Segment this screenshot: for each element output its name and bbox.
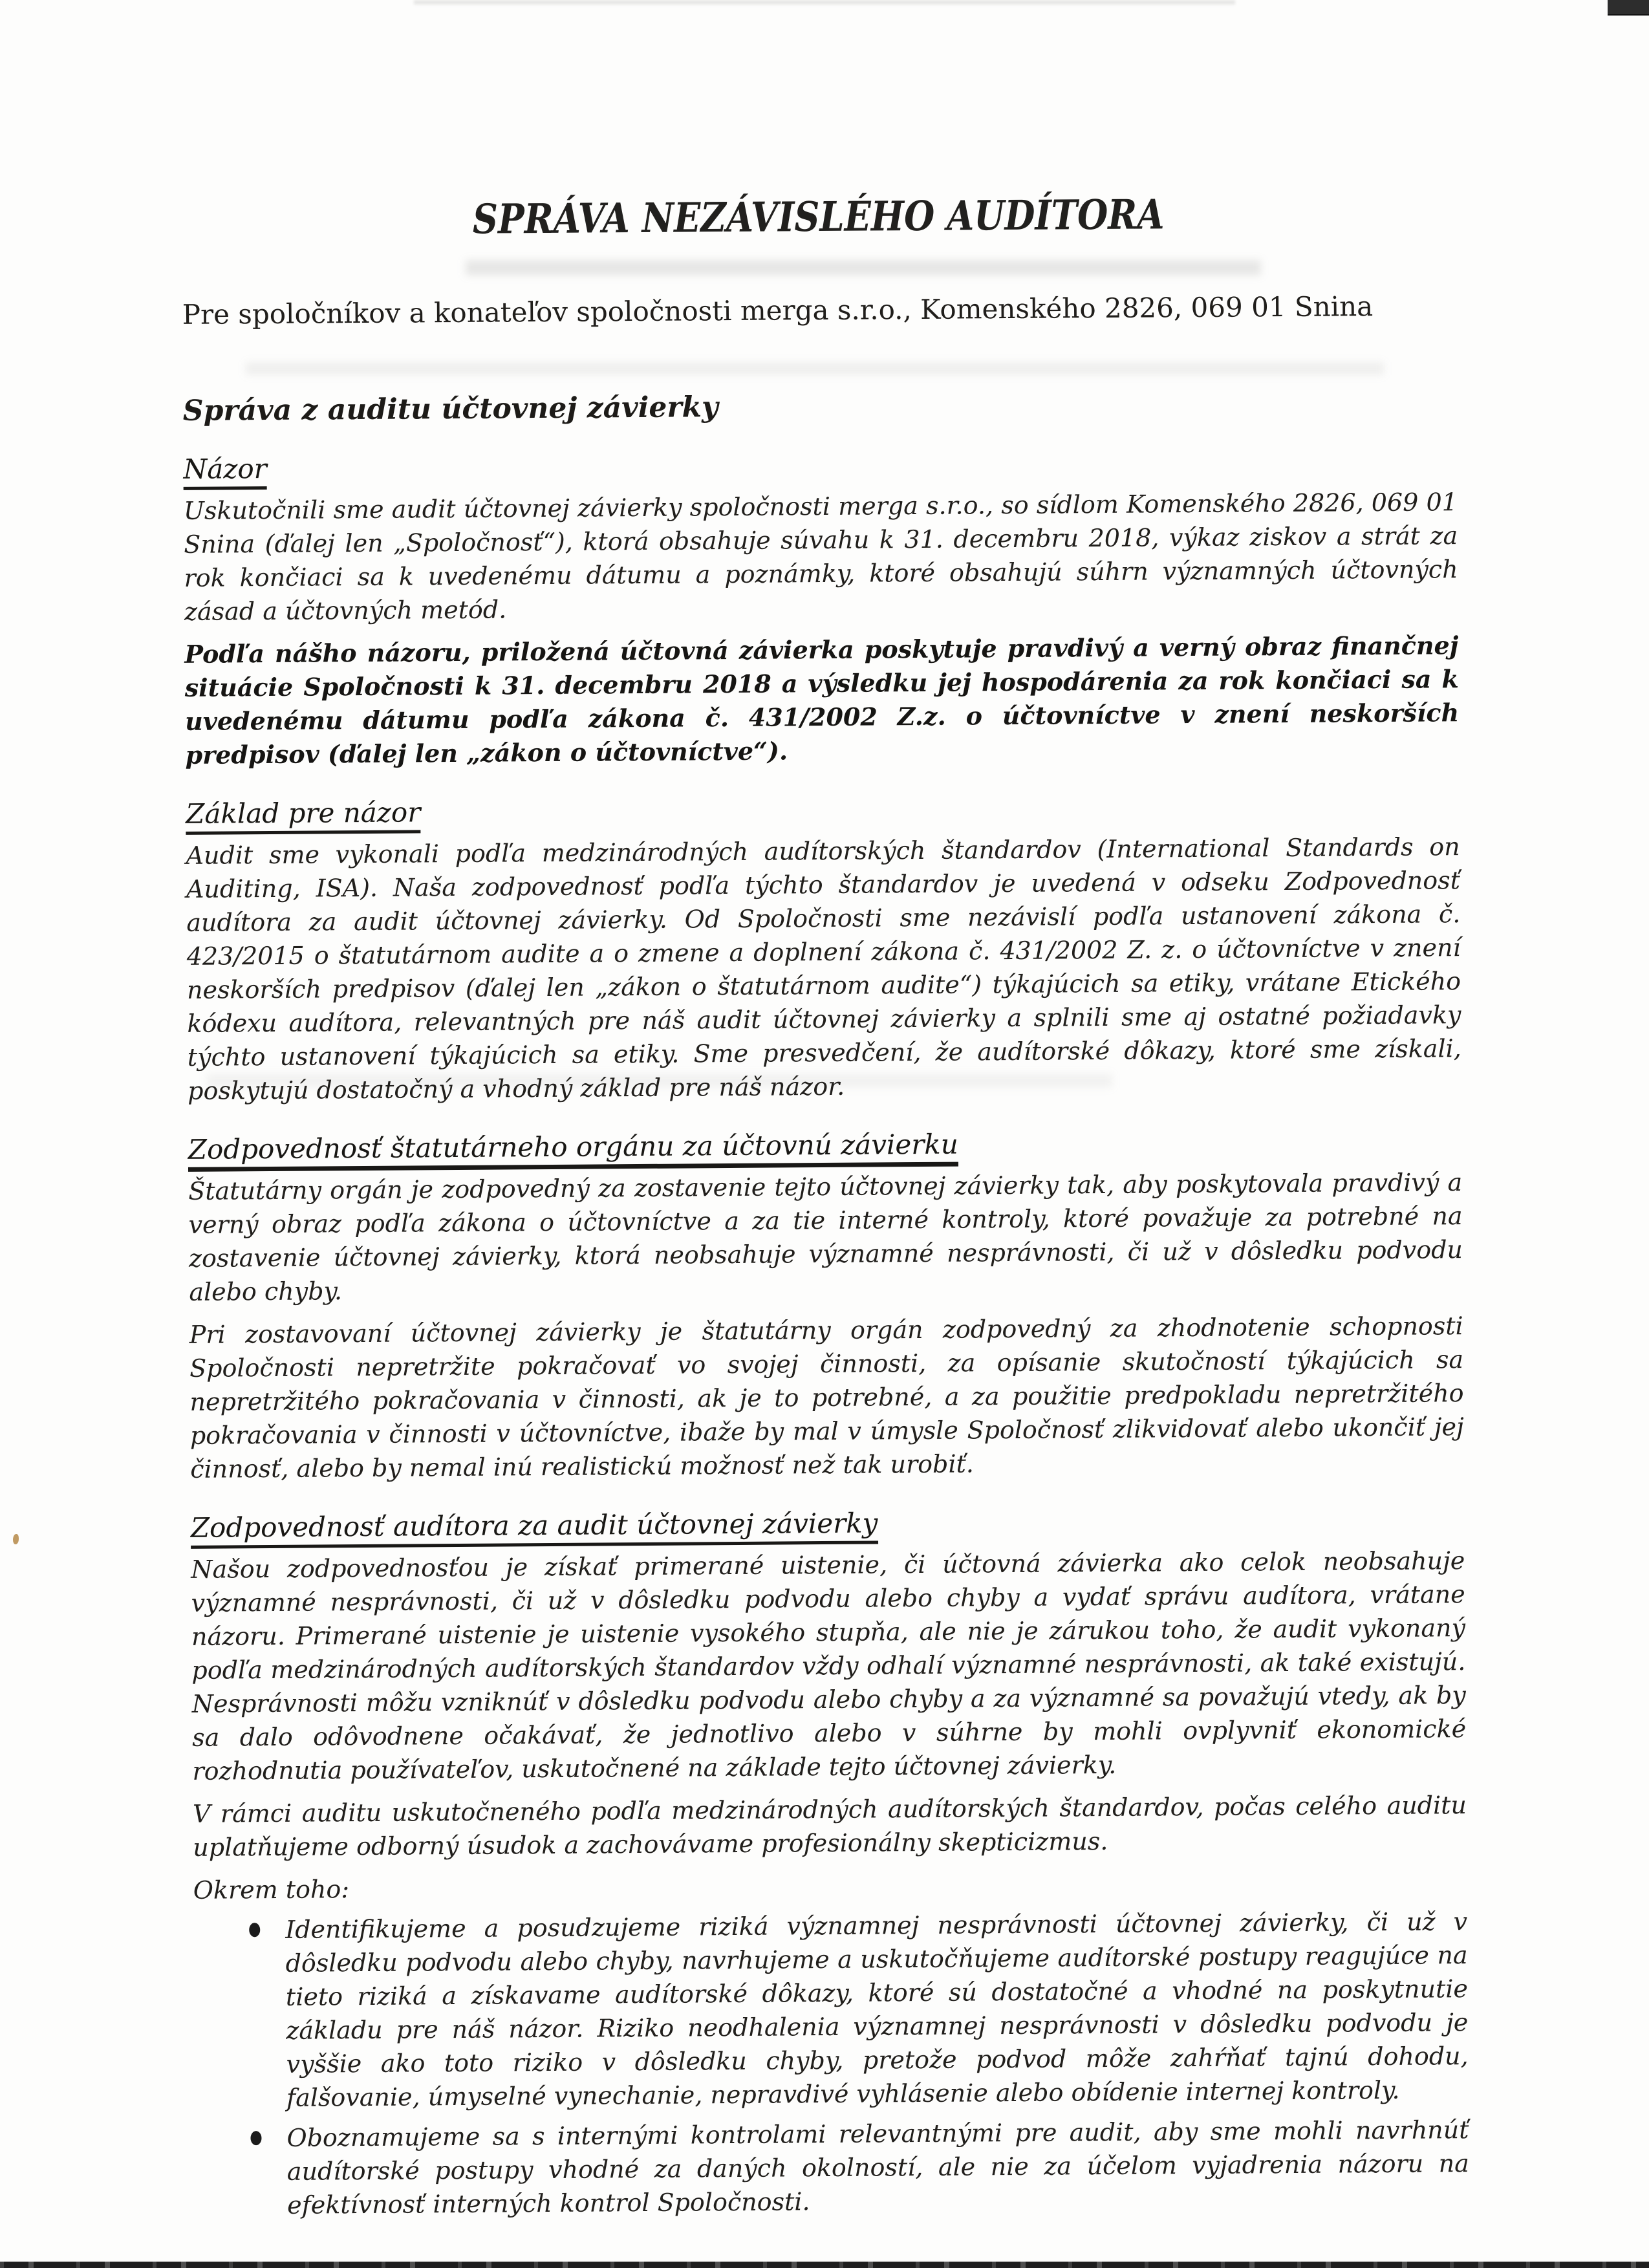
section-auditor-responsibility [191, 1503, 1470, 2223]
auditor-responsibility-paragraph-1: Našou zodpovednosťou je získať primerané uistenie, či účtovná závierka ako celok neobsahuje významné nesprávnosti, či už v dôsledku podvodu alebo chyby a vydať správu audítora, vrátane názoru. Primerané uistenie je uistenie vysokého stupňa, ale nie je zárukou toho, že audit vykonaný podľa medzinárodných audítorských štandardov vždy odhalí významné nesprávnosti, ak také existujú. Nesprávnosti môžu vzniknúť v dôsledku podvodu alebo chyby a za významné sa považujú vtedy, ak by sa dalo odôvodnene očakávať, že jednotlivo alebo v súhrne by mohli ovplyvniť ekonomické rozhodnutia používateľov, uskutočnené na základe tejto účtovnej závierky. [191, 1546, 1467, 1786]
management-responsibility-heading [188, 1125, 1462, 1165]
bullet-icon [250, 2131, 261, 2145]
basis-paragraph: Audit sme vykonali podľa medzinárodných audítorských štandardov (International Standards on Auditing, ISA). Naša zodpovednosť podľa týchto štandardov je uvedená v odseku Zodpovednosť audítora za audit účtovnej závierky. Od Spoločnosti sme nezávislí podľa ustanovení zákona č. 423/2015 o štatutárnom audite a o zmene a doplnení zákona č. 431/2002 Z. z. o účtovníctve v znení neskorších predpisov (ďalej len „zákon o štatutárnom audite“) týkajúcich sa etiky, vrátane Etického kódexu audítora, relevantných pre náš audit účtovnej závierky a splnili sme aj ostatné požiadavky týchto ustanovení týkajúcich sa etiky. Sme presvedčení, že audítorské dôkazy, ktoré sme získali, poskytujú dostatočný a vhodný základ pre náš názor. [186, 832, 1461, 1105]
opinion-heading [183, 444, 1457, 485]
bullet-icon [249, 1923, 260, 1937]
basis-heading-text: Základ pre názor [186, 796, 421, 835]
report-title [182, 188, 1456, 245]
management-responsibility-paragraph-2: Pri zostavovaní účtovnej závierky je štatutárny orgán zodpovedný za zhodnotenie schopnosti Spoločnosti nepretržite pokračovať vo svojej činnosti, za opísanie skutočností týkajúcich sa nepretržitého pokračovania v činnosti, ak je to potrebné, a za použitie predpokladu nepretržitého pokračovania v činnosti v účtovníctve, ibaže by mal v úmysle Spoločnosť zlikvidovať alebo ukončiť jej činnosť, alebo by nemal inú realistickú možnosť než tak urobiť. [189, 1311, 1464, 1484]
list-intro: Okrem toho: [193, 1874, 350, 1905]
management-responsibility-heading-text: Zodpovednosť štatutárneho orgánu za účtovnú závierku [188, 1128, 958, 1171]
addressee-line: Pre spoločníkov a konateľov spoločnosti merga s.r.o., Komenského 2826, 069 01 Snina [182, 290, 1374, 330]
list-item-text: Identifikujeme a posudzujeme riziká významnej nesprávnosti účtovnej závierky, či už v dôsledku podvodu alebo chyby, navrhujeme a uskutočňujeme audítorské postupy reagujúce na tieto riziká a získavame audítorské dôkazy, ktoré sú dostatočné a vhodné na poskytnutie základu pre náš názor. Riziko neodhalenia významnej nesprávnosti v dôsledku podvodu je vyššie ako toto riziko v dôsledku chyby, pretože podvod môže zahŕňať tajnú dohodu, falšovanie, úmyselné vynechanie, nepravdivé vyhlásenie alebo obídenie internej kontroly. [285, 1906, 1469, 2112]
auditor-responsibility-paragraph-2: V rámci auditu uskutočneného podľa medzinárodných audítorských štandardov, počas celého auditu uplatňujeme odborný úsudok a zachovávame profesionálny skepticizmus. [192, 1790, 1467, 1862]
section-basis-for-opinion [186, 789, 1461, 1108]
section-management-responsibility [188, 1125, 1465, 1486]
report-subtitle: Správa z auditu účtovnej závierky [182, 390, 718, 427]
basis-heading [186, 789, 1460, 830]
report-title-text: SPRÁVA NEZÁVISLÉHO AUDÍTORA [472, 190, 1165, 243]
list-item [246, 2113, 1469, 2222]
audit-procedures-list [193, 1905, 1469, 2223]
opinion-paragraph: Uskutočnili sme audit účtovnej závierky spoločnosti merga s.r.o., so sídlom Komenského 2826, 069 01 Snina (ďalej len „Spoločnosť“), ktorá obsahuje súvahu k 31. decembru 2018, výkaz ziskov a strát za rok končiaci sa k uvedenému dátumu a poznámky, ktoré obsahujú súhrn významných účtovných zásad a účtovných metód. [183, 487, 1458, 626]
opinion-heading-text: Názor [183, 453, 267, 490]
auditor-responsibility-heading [191, 1503, 1465, 1544]
list-item [245, 1905, 1469, 2115]
auditor-responsibility-heading-text: Zodpovednosť audítora za audit účtovnej závierky [191, 1507, 878, 1548]
list-item-text: Oboznamujeme sa s internými kontrolami relevantnými pre audit, aby sme mohli navrhnúť audítorské postupy vhodné za daných okolností, ale nie za účelom vyjadrenia názoru na efektívnosť interných kontrol Spoločnosti. [286, 2115, 1469, 2219]
section-opinion [183, 444, 1459, 772]
scanner-bottom-edge-artifact [0, 2261, 1649, 2268]
opinion-statement-paragraph: Podľa nášho názoru, priložená účtovná závierka poskytuje pravdivý a verný obraz finančnej situácie Spoločnosti k 31. decembru 2018 a výsledku jej hospodárenia za rok končiaci sa k uvedenému dátumu podľa zákona č. 431/2002 Z.z. o účtovníctve v znení neskorších predpisov (ďalej len „zákon o účtovníctve“). [184, 630, 1460, 770]
management-responsibility-paragraph-1: Štatutárny orgán je zodpovedný za zostavenie tejto účtovnej závierky tak, aby poskytovala pravdivý a verný obraz podľa zákona o účtovníctve a za tie interné kontroly, ktoré považuje za potrebné na zostavenie účtovnej závierky, ktorá neobsahuje významné nesprávnosti, či už v dôsledku podvodu alebo chyby. [188, 1167, 1463, 1306]
